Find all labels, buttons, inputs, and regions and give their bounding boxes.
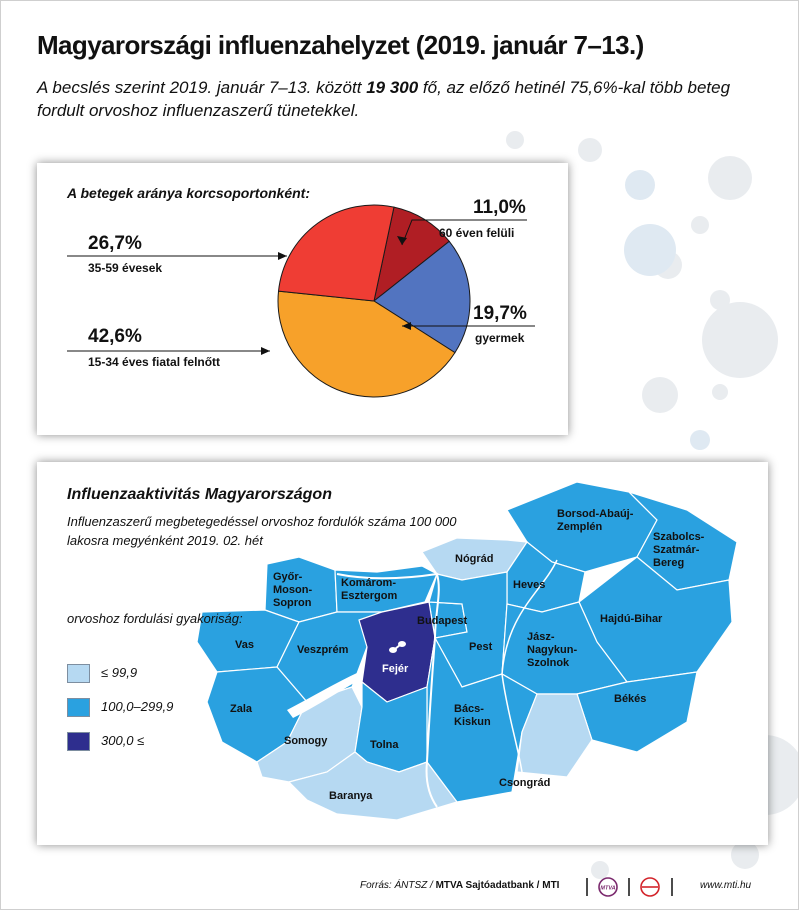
county-label-szabolcs: Szabolcs-Szatmár-Bereg (653, 531, 705, 569)
pie-slice-middle-age (279, 205, 394, 301)
source-agencies: MTVA Sajtóadatbank / MTI (435, 880, 560, 891)
county-label-jasz: Jász-Nagykun-Szolnok (527, 631, 578, 669)
county-label-pest: Pest (469, 641, 493, 653)
county-label-bekes: Békés (614, 693, 647, 705)
legend-label-medium: 100,0–299,9 (101, 699, 174, 714)
footer-source (360, 876, 765, 898)
county-label-heves: Heves (513, 579, 546, 591)
county-label-veszprem: Veszprém (297, 644, 349, 656)
legend-label-low: ≤ 99,9 (101, 665, 138, 680)
footer-url: www.mti.hu (700, 880, 752, 891)
pie-chart-title: A betegek aránya korcsoportonként: (67, 185, 310, 201)
county-label-borsod: Borsod-Abaúj-Zemplén (557, 508, 634, 533)
county-label-vas: Vas (235, 639, 254, 651)
subtitle-text-end: fő, az előző hetinél 75,6%-kal több beteg fordult orvoshoz influenzaszerű tünetekkel. (37, 78, 731, 120)
map-title: Influenzaaktivitás Magyarországon (67, 486, 332, 503)
legend-label-high: 300,0 ≤ (101, 733, 145, 748)
slice-value-60plus: 11,0% (473, 197, 526, 218)
slice-label-60plus: 60 éven felüli (439, 226, 515, 240)
mtva-logo-text: MTVA (600, 885, 616, 892)
county-label-gyor: Győr-Moson-Sopron (273, 571, 313, 609)
footer-logos (584, 876, 679, 898)
slice-label-middle-age: 35-59 évesek (88, 261, 163, 275)
county-label-nograd: Nógrád (455, 553, 494, 565)
page-title: Magyarországi influenzahelyzet (2019. január 7–13.) (37, 30, 644, 60)
legend-swatch-medium (67, 698, 90, 717)
county-label-komarom: Komárom-Esztergom (341, 577, 398, 602)
map-subtitle: Influenzaszerű megbetegedéssel orvoshoz fordulók száma 100 000 lakosra megyénként 2019. 02. hét (67, 514, 457, 548)
county-label-baranya: Baranya (329, 790, 373, 802)
county-label-somogy: Somogy (284, 735, 328, 747)
county-label-fejer: Fejér (382, 663, 409, 675)
slice-value-child: 19,7% (473, 303, 527, 324)
subtitle-text-start: A becslés szerint 2019. január 7–13. között (37, 78, 367, 97)
legend-swatch-low (67, 664, 90, 683)
source-text (360, 880, 559, 891)
county-label-budapest: Budapest (417, 615, 468, 627)
subtitle-highlight-count: 19 300 (366, 78, 419, 97)
slice-label-child: gyermek (475, 331, 525, 345)
age-group-pie-card (37, 163, 568, 435)
legend-swatch-high (67, 732, 90, 751)
source-prefix: Forrás: ÁNTSZ / (360, 880, 436, 891)
legend-title: orvoshoz fordulási gyakoriság: (67, 611, 243, 626)
county-label-csongrad: Csongrád (499, 777, 551, 789)
county-label-tolna: Tolna (370, 739, 399, 751)
page-subtitle (37, 76, 777, 122)
county-label-hajdu: Hajdú-Bihar (600, 613, 663, 625)
county-label-zala: Zala (230, 703, 253, 715)
slice-value-middle-age: 26,7% (88, 233, 142, 254)
slice-label-young-adult: 15-34 éves fiatal felnőtt (88, 355, 221, 369)
influenza-map-card (37, 462, 768, 845)
county-label-bacs: Bács-Kiskun (454, 703, 491, 728)
slice-value-young-adult: 42,6% (88, 326, 142, 347)
